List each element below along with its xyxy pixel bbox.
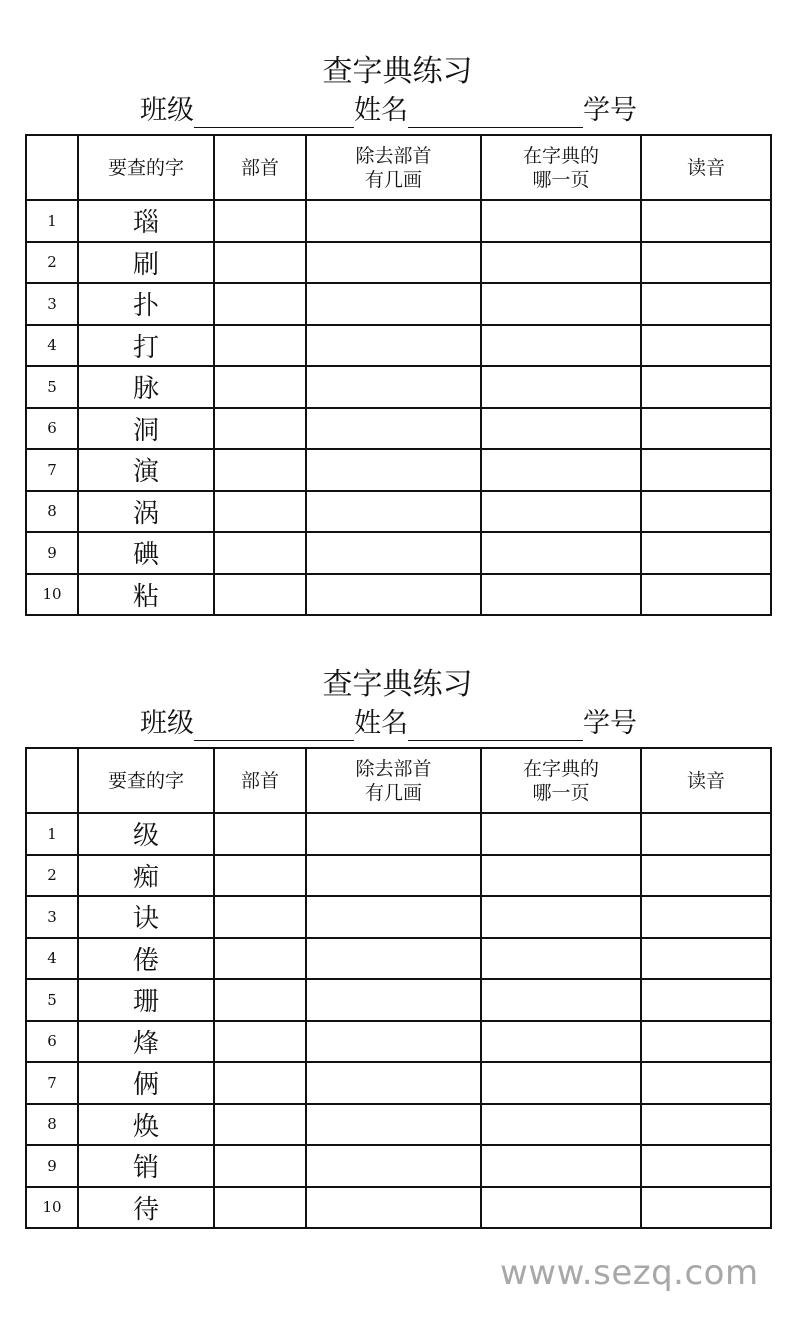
radical-cell[interactable] xyxy=(214,366,306,408)
page-number-cell[interactable] xyxy=(481,283,641,325)
character-to-look-up: 烽 xyxy=(78,1021,214,1063)
column-header xyxy=(641,135,771,200)
dictionary-practice-table xyxy=(25,747,772,1229)
radical-cell[interactable] xyxy=(214,449,306,491)
page-number-cell[interactable] xyxy=(481,896,641,938)
character-to-look-up: 诀 xyxy=(78,896,214,938)
character-to-look-up: 扑 xyxy=(78,283,214,325)
radical-cell[interactable] xyxy=(214,1104,306,1146)
table-row xyxy=(26,532,771,574)
column-header-label: 部首 xyxy=(240,769,279,792)
table-row xyxy=(26,574,771,616)
character-to-look-up: 涡 xyxy=(78,491,214,533)
table-row xyxy=(26,283,771,325)
name-field[interactable] xyxy=(408,710,583,741)
page-number-cell[interactable] xyxy=(481,855,641,897)
header-row xyxy=(26,748,771,813)
row-number: 2 xyxy=(26,855,78,897)
stroke-count-cell[interactable] xyxy=(306,938,481,980)
page-number-cell[interactable] xyxy=(481,574,641,616)
radical-cell[interactable] xyxy=(214,1062,306,1104)
stroke-count-cell[interactable] xyxy=(306,408,481,450)
table-row xyxy=(26,491,771,533)
stroke-count-cell[interactable] xyxy=(306,1062,481,1104)
page-number-cell[interactable] xyxy=(481,813,641,855)
pronunciation-cell[interactable] xyxy=(641,325,771,367)
radical-cell[interactable] xyxy=(214,813,306,855)
stroke-count-cell[interactable] xyxy=(306,813,481,855)
radical-cell[interactable] xyxy=(214,896,306,938)
column-header xyxy=(78,135,214,200)
page-number-cell[interactable] xyxy=(481,1187,641,1229)
row-number: 5 xyxy=(26,979,78,1021)
table-row xyxy=(26,1104,771,1146)
character-to-look-up: 瑙 xyxy=(78,200,214,242)
page-number-cell[interactable] xyxy=(481,1145,641,1187)
table-row xyxy=(26,242,771,284)
name-field[interactable] xyxy=(408,97,583,128)
pronunciation-cell[interactable] xyxy=(641,574,771,616)
radical-cell[interactable] xyxy=(214,242,306,284)
page-number-cell[interactable] xyxy=(481,491,641,533)
table-row xyxy=(26,938,771,980)
radical-cell[interactable] xyxy=(214,1145,306,1187)
stroke-count-cell[interactable] xyxy=(306,896,481,938)
dictionary-practice-table xyxy=(25,134,772,616)
radical-cell[interactable] xyxy=(214,283,306,325)
column-header-label: 在字典的 哪一页 xyxy=(522,757,599,804)
stroke-count-cell[interactable] xyxy=(306,532,481,574)
student-info-line xyxy=(140,94,637,128)
radical-cell[interactable] xyxy=(214,979,306,1021)
row-number: 3 xyxy=(26,896,78,938)
page-number-cell[interactable] xyxy=(481,449,641,491)
character-to-look-up: 痴 xyxy=(78,855,214,897)
column-header xyxy=(78,748,214,813)
stroke-count-cell[interactable] xyxy=(306,200,481,242)
header-row xyxy=(26,135,771,200)
column-header-label: 要查的字 xyxy=(107,769,184,792)
column-header xyxy=(306,748,481,813)
table-row xyxy=(26,1145,771,1187)
column-header-label: 除去部首 有几画 xyxy=(355,144,432,191)
row-number: 1 xyxy=(26,813,78,855)
stroke-count-cell[interactable] xyxy=(306,1187,481,1229)
page-number-cell[interactable] xyxy=(481,325,641,367)
worksheet-title: 查字典练习 xyxy=(322,667,473,702)
radical-cell[interactable] xyxy=(214,855,306,897)
radical-cell[interactable] xyxy=(214,1021,306,1063)
column-header xyxy=(26,748,78,813)
row-number: 10 xyxy=(26,1187,78,1229)
stroke-count-cell[interactable] xyxy=(306,1021,481,1063)
stroke-count-cell[interactable] xyxy=(306,325,481,367)
column-header xyxy=(214,748,306,813)
column-header-label: 部首 xyxy=(240,156,279,179)
pronunciation-cell[interactable] xyxy=(641,408,771,450)
stroke-count-cell[interactable] xyxy=(306,449,481,491)
character-to-look-up: 俩 xyxy=(78,1062,214,1104)
row-number: 8 xyxy=(26,491,78,533)
pronunciation-cell[interactable] xyxy=(641,1062,771,1104)
character-to-look-up: 洞 xyxy=(78,408,214,450)
stroke-count-cell[interactable] xyxy=(306,242,481,284)
character-to-look-up: 焕 xyxy=(78,1104,214,1146)
page-number-cell[interactable] xyxy=(481,979,641,1021)
row-number: 9 xyxy=(26,532,78,574)
table-row xyxy=(26,408,771,450)
page-number-cell[interactable] xyxy=(481,366,641,408)
row-number: 8 xyxy=(26,1104,78,1146)
page-number-cell[interactable] xyxy=(481,1062,641,1104)
worksheet xyxy=(0,665,800,1265)
table-row xyxy=(26,1187,771,1229)
stroke-count-cell[interactable] xyxy=(306,574,481,616)
pronunciation-cell[interactable] xyxy=(641,532,771,574)
column-header-label: 在字典的 哪一页 xyxy=(522,144,599,191)
pronunciation-cell[interactable] xyxy=(641,200,771,242)
radical-cell[interactable] xyxy=(214,938,306,980)
row-number: 9 xyxy=(26,1145,78,1187)
student-id-label: 学号 xyxy=(583,95,637,126)
column-header-label: 除去部首 有几画 xyxy=(355,757,432,804)
page-number-cell[interactable] xyxy=(481,408,641,450)
radical-cell[interactable] xyxy=(214,574,306,616)
row-number: 4 xyxy=(26,938,78,980)
pronunciation-cell[interactable] xyxy=(641,938,771,980)
name-label: 姓名 xyxy=(354,708,408,739)
row-number: 6 xyxy=(26,1021,78,1063)
table-row xyxy=(26,200,771,242)
row-number: 5 xyxy=(26,366,78,408)
pronunciation-cell[interactable] xyxy=(641,1187,771,1229)
stroke-count-cell[interactable] xyxy=(306,855,481,897)
worksheet-title: 查字典练习 xyxy=(322,54,473,89)
row-number: 2 xyxy=(26,242,78,284)
pronunciation-cell[interactable] xyxy=(641,242,771,284)
radical-cell[interactable] xyxy=(214,1187,306,1229)
class-field[interactable] xyxy=(194,97,354,128)
class-label: 班级 xyxy=(140,95,194,126)
pronunciation-cell[interactable] xyxy=(641,366,771,408)
pronunciation-cell[interactable] xyxy=(641,1145,771,1187)
stroke-count-cell[interactable] xyxy=(306,366,481,408)
character-to-look-up: 脉 xyxy=(78,366,214,408)
row-number: 7 xyxy=(26,449,78,491)
table-row xyxy=(26,855,771,897)
column-header-label: 读音 xyxy=(686,769,725,792)
row-number: 7 xyxy=(26,1062,78,1104)
pronunciation-cell[interactable] xyxy=(641,896,771,938)
character-to-look-up: 刷 xyxy=(78,242,214,284)
pronunciation-cell[interactable] xyxy=(641,813,771,855)
stroke-count-cell[interactable] xyxy=(306,1145,481,1187)
character-to-look-up: 粘 xyxy=(78,574,214,616)
radical-cell[interactable] xyxy=(214,408,306,450)
class-label: 班级 xyxy=(140,708,194,739)
radical-cell[interactable] xyxy=(214,532,306,574)
pronunciation-cell[interactable] xyxy=(641,1021,771,1063)
column-header xyxy=(214,135,306,200)
radical-cell[interactable] xyxy=(214,325,306,367)
stroke-count-cell[interactable] xyxy=(306,491,481,533)
row-number: 4 xyxy=(26,325,78,367)
row-number: 1 xyxy=(26,200,78,242)
column-header xyxy=(26,135,78,200)
stroke-count-cell[interactable] xyxy=(306,979,481,1021)
character-to-look-up: 销 xyxy=(78,1145,214,1187)
character-to-look-up: 打 xyxy=(78,325,214,367)
character-to-look-up: 珊 xyxy=(78,979,214,1021)
column-header xyxy=(641,748,771,813)
column-header xyxy=(306,135,481,200)
table-row xyxy=(26,449,771,491)
character-to-look-up: 待 xyxy=(78,1187,214,1229)
row-number: 10 xyxy=(26,574,78,616)
pronunciation-cell[interactable] xyxy=(641,855,771,897)
table-row xyxy=(26,366,771,408)
table-row xyxy=(26,896,771,938)
page-number-cell[interactable] xyxy=(481,532,641,574)
stroke-count-cell[interactable] xyxy=(306,283,481,325)
table-row xyxy=(26,1062,771,1104)
row-number: 6 xyxy=(26,408,78,450)
column-header xyxy=(481,135,641,200)
character-to-look-up: 倦 xyxy=(78,938,214,980)
pronunciation-cell[interactable] xyxy=(641,491,771,533)
pronunciation-cell[interactable] xyxy=(641,449,771,491)
watermark: www.sezq.com xyxy=(500,1253,759,1293)
page-number-cell[interactable] xyxy=(481,938,641,980)
row-number: 3 xyxy=(26,283,78,325)
column-header-label: 读音 xyxy=(686,156,725,179)
table-row xyxy=(26,1021,771,1063)
column-header-label: 要查的字 xyxy=(107,156,184,179)
character-to-look-up: 碘 xyxy=(78,532,214,574)
table-row xyxy=(26,813,771,855)
student-id-label: 学号 xyxy=(583,708,637,739)
page-number-cell[interactable] xyxy=(481,1021,641,1063)
character-to-look-up: 演 xyxy=(78,449,214,491)
pronunciation-cell[interactable] xyxy=(641,979,771,1021)
worksheet xyxy=(0,52,800,652)
page-number-cell[interactable] xyxy=(481,242,641,284)
radical-cell[interactable] xyxy=(214,491,306,533)
pronunciation-cell[interactable] xyxy=(641,283,771,325)
student-info-line xyxy=(140,707,637,741)
column-header xyxy=(481,748,641,813)
table-row xyxy=(26,325,771,367)
pronunciation-cell[interactable] xyxy=(641,1104,771,1146)
class-field[interactable] xyxy=(194,710,354,741)
page-number-cell[interactable] xyxy=(481,200,641,242)
radical-cell[interactable] xyxy=(214,200,306,242)
page-number-cell[interactable] xyxy=(481,1104,641,1146)
name-label: 姓名 xyxy=(354,95,408,126)
table-row xyxy=(26,979,771,1021)
stroke-count-cell[interactable] xyxy=(306,1104,481,1146)
character-to-look-up: 级 xyxy=(78,813,214,855)
